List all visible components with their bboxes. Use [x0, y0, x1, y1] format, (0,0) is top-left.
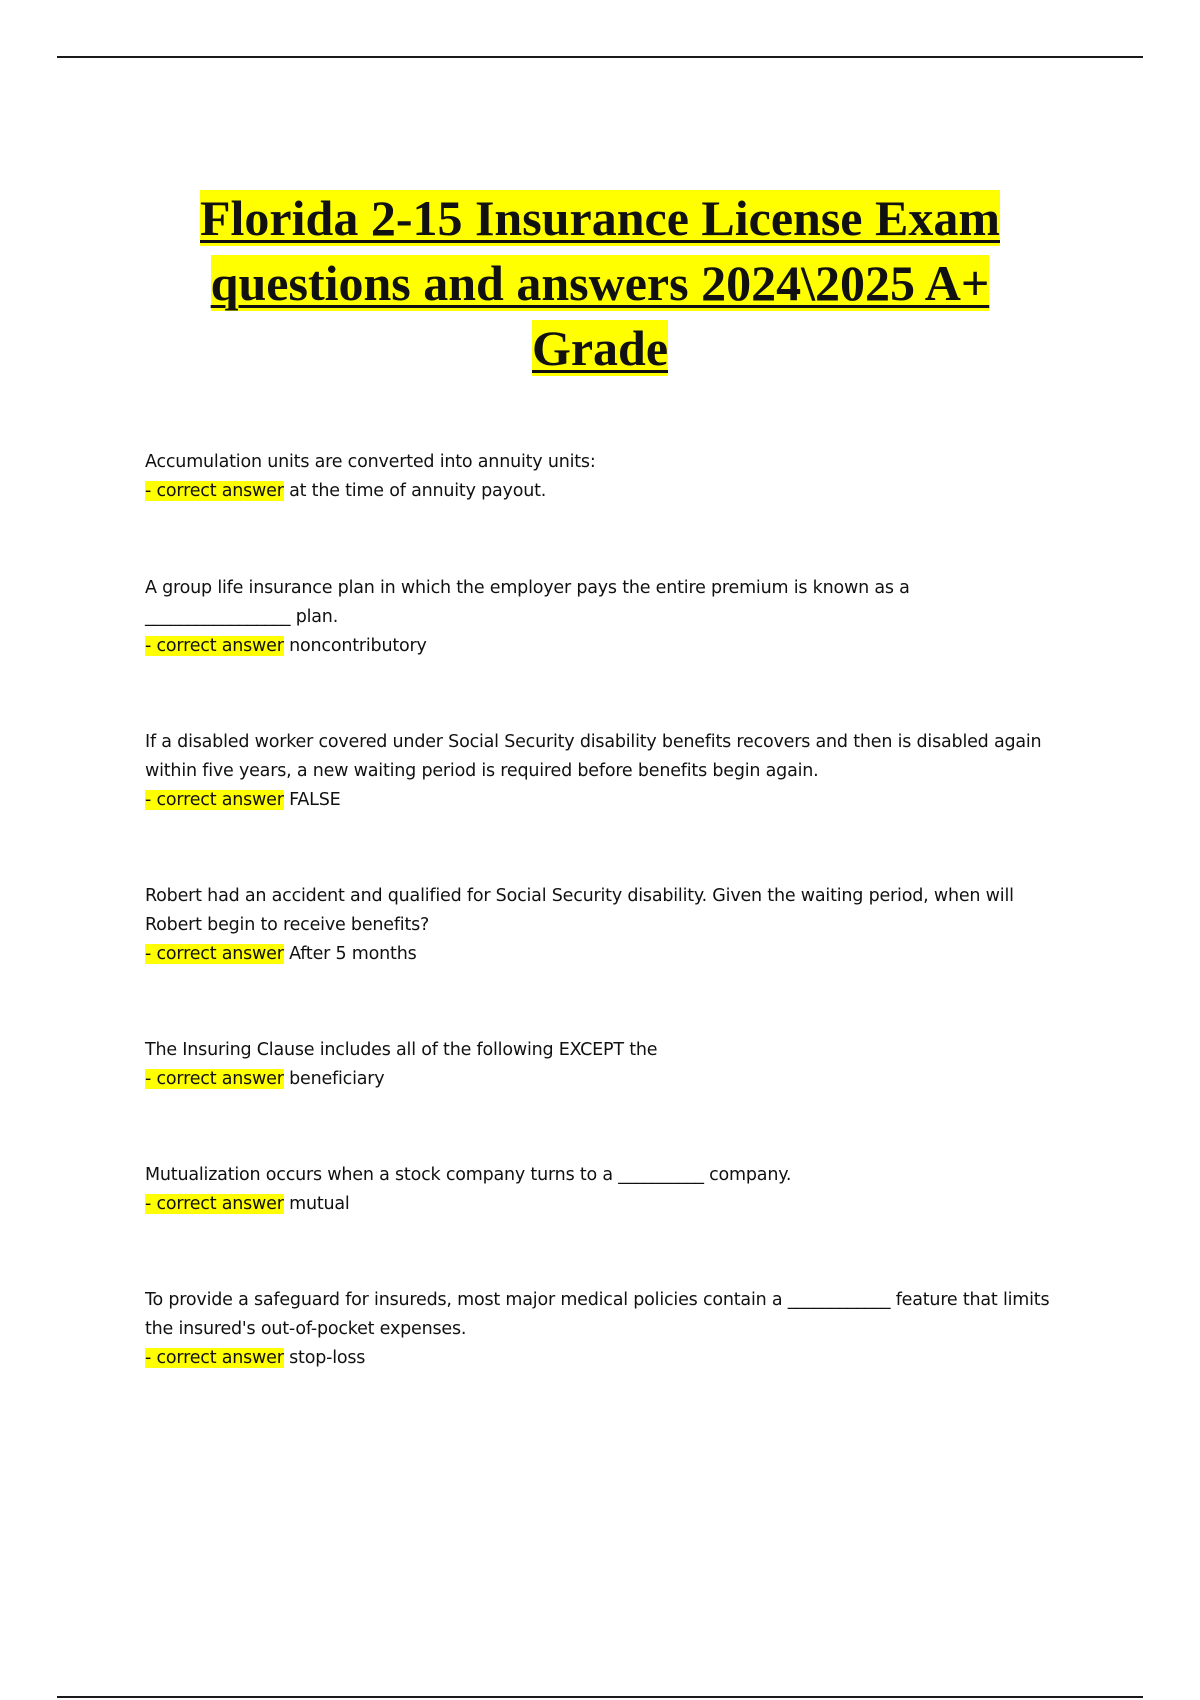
qa-list — [145, 448, 1095, 1373]
answer-line — [145, 477, 665, 506]
answer-prefix: - correct answer — [145, 790, 284, 810]
title-line-1: Florida 2-15 Insurance License Exam — [200, 190, 1000, 246]
answer-line — [145, 1065, 1095, 1094]
question-text: The Insuring Clause includes all of the following EXCEPT the — [145, 1040, 658, 1060]
answer-line — [145, 1190, 1095, 1219]
answer-line — [145, 632, 975, 661]
document-title — [120, 186, 1080, 381]
answer-text: at the time of annuity payout. — [289, 481, 547, 501]
qa-item — [145, 1161, 1095, 1219]
question-text: Mutualization occurs when a stock company turns to a __________ company. — [145, 1165, 792, 1185]
top-rule — [57, 56, 1143, 58]
answer-text: noncontributory — [289, 636, 427, 656]
qa-item — [145, 1036, 1095, 1094]
question-text: Accumulation units are converted into annuity units: — [145, 452, 596, 472]
answer-text: After 5 months — [289, 944, 417, 964]
answer-text: FALSE — [289, 790, 341, 810]
answer-text: stop-loss — [289, 1348, 366, 1368]
question-text: To provide a safeguard for insureds, most major medical policies contain a ____________ feature that limits the insured's out-of-pocket expenses. — [145, 1290, 1050, 1339]
qa-item — [145, 882, 1075, 969]
answer-prefix: - correct answer — [145, 481, 284, 501]
qa-item — [145, 574, 975, 661]
title-line-2: questions and answers 2024\2025 A+ — [210, 255, 990, 311]
question-text: If a disabled worker covered under Social Security disability benefits recovers and then is disabled again within five years, a new waiting period is required before benefits begin again. — [145, 732, 1042, 781]
answer-line — [145, 786, 1095, 815]
answer-line — [145, 940, 1075, 969]
answer-prefix: - correct answer — [145, 1348, 284, 1368]
answer-prefix: - correct answer — [145, 636, 284, 656]
title-line-3: Grade — [531, 320, 669, 376]
answer-text: mutual — [289, 1194, 350, 1214]
question-text: Robert had an accident and qualified for Social Security disability. Given the waiting period, when will Robert begin to receive benefits? — [145, 886, 1014, 935]
answer-prefix: - correct answer — [145, 944, 284, 964]
qa-item — [145, 448, 665, 506]
qa-item — [145, 1286, 1075, 1373]
answer-prefix: - correct answer — [145, 1069, 284, 1089]
bottom-rule — [57, 1696, 1143, 1698]
question-text: A group life insurance plan in which the employer pays the entire premium is known as a _________________ plan. — [145, 578, 910, 627]
answer-text: beneficiary — [289, 1069, 385, 1089]
answer-prefix: - correct answer — [145, 1194, 284, 1214]
qa-item — [145, 728, 1095, 815]
answer-line — [145, 1344, 1075, 1373]
